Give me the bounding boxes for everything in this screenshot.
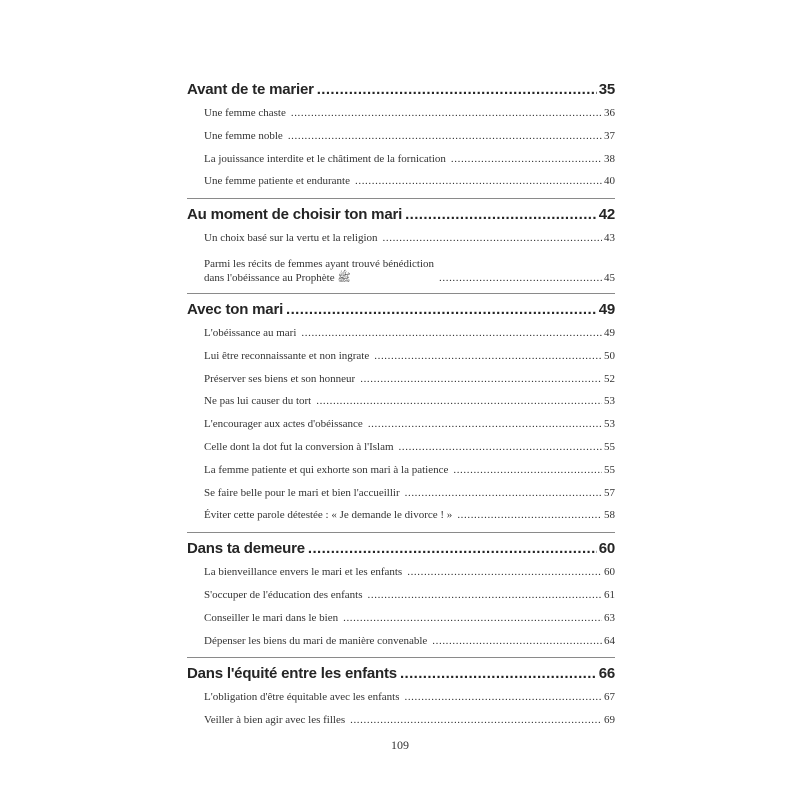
dot-leader xyxy=(383,227,602,250)
dot-leader xyxy=(404,686,602,709)
entry-page-number: 55 xyxy=(604,440,615,453)
dot-leader xyxy=(405,482,602,505)
section-title: Avant de te marier xyxy=(187,81,314,98)
entry-title: Un choix basé sur la vertu et la religion xyxy=(204,232,378,245)
section-page-number: 49 xyxy=(598,300,615,318)
toc-entry[interactable] xyxy=(204,504,615,527)
dot-leader xyxy=(405,203,597,227)
toc-section xyxy=(187,203,615,294)
toc-entry[interactable] xyxy=(204,630,615,653)
entry-title: Se faire belle pour le mari et bien l'accueillir xyxy=(204,486,400,499)
section-page-number: 42 xyxy=(598,206,615,224)
entry-page-number: 45 xyxy=(604,271,615,284)
dot-leader xyxy=(368,413,602,436)
toc-entry[interactable] xyxy=(204,322,615,345)
entry-title: Dépenser les biens du mari de manière convenable xyxy=(204,634,428,647)
entry-title-line-2: dans l'obéissance au Prophète ﷺ xyxy=(204,271,351,284)
dot-leader xyxy=(301,322,602,345)
entry-page-number: 38 xyxy=(604,152,615,165)
dot-leader xyxy=(400,662,597,686)
entry-title: Ne pas lui causer du tort xyxy=(204,395,312,408)
entry-page-number: 61 xyxy=(604,588,615,601)
toc-entry[interactable] xyxy=(204,102,615,125)
page-number: 109 xyxy=(391,738,409,752)
section-page-number: 66 xyxy=(598,665,615,683)
entry-page-number: 67 xyxy=(604,691,615,704)
entry-title: L'obligation d'être équitable avec les enfants xyxy=(204,691,400,704)
entry-title xyxy=(204,257,434,285)
toc-entry[interactable] xyxy=(204,227,615,250)
dot-leader xyxy=(407,561,602,584)
toc-entry[interactable] xyxy=(204,368,615,391)
entry-page-number: 53 xyxy=(604,418,615,431)
entry-title: Éviter cette parole détestée : « Je demande le divorce ! » xyxy=(204,509,453,522)
entry-page-number: 40 xyxy=(604,175,615,188)
toc-entry[interactable] xyxy=(204,436,615,459)
dot-leader xyxy=(355,170,602,193)
entry-title: Conseiller le mari dans le bien xyxy=(204,611,339,624)
entry-page-number: 53 xyxy=(604,395,615,408)
dot-leader xyxy=(288,125,602,148)
entry-page-number: 58 xyxy=(604,509,615,522)
toc-entry[interactable] xyxy=(204,584,615,607)
entry-title: Celle dont la dot fut la conversion à l'Islam xyxy=(204,440,394,453)
dot-leader xyxy=(317,78,597,102)
toc-entry[interactable] xyxy=(204,459,615,482)
dot-leader xyxy=(308,537,597,561)
toc-section-heading[interactable] xyxy=(187,203,615,227)
entry-title: S'occuper de l'éducation des enfants xyxy=(204,588,363,601)
entry-title: Lui être reconnaissante et non ingrate xyxy=(204,349,370,362)
toc-section xyxy=(187,537,615,658)
dot-leader xyxy=(291,102,602,125)
section-title: Dans ta demeure xyxy=(187,540,305,558)
entry-title: L'obéissance au mari xyxy=(204,326,297,339)
entry-title: La bienveillance envers le mari et les enfants xyxy=(204,566,403,579)
dot-leader xyxy=(451,148,602,171)
table-of-contents xyxy=(187,78,615,741)
toc-entry[interactable] xyxy=(204,413,615,436)
entry-page-number: 43 xyxy=(604,232,615,245)
dot-leader xyxy=(360,368,602,391)
toc-entry[interactable] xyxy=(204,170,615,193)
toc-entry[interactable] xyxy=(204,125,615,148)
entry-title: Veiller à bien agir avec les filles xyxy=(204,714,346,727)
entry-title: La jouissance interdite et le châtiment de la fornication xyxy=(204,152,446,165)
entry-page-number: 69 xyxy=(604,714,615,727)
toc-entry[interactable] xyxy=(204,345,615,368)
dot-leader xyxy=(432,630,602,653)
toc-section-heading[interactable] xyxy=(187,537,615,561)
dot-leader xyxy=(350,709,602,732)
toc-entry[interactable] xyxy=(204,686,615,709)
dot-leader xyxy=(374,345,602,368)
dot-leader xyxy=(399,436,602,459)
entry-page-number: 55 xyxy=(604,463,615,476)
toc-entry[interactable] xyxy=(204,250,615,288)
section-page-number: 60 xyxy=(598,540,615,558)
toc-section xyxy=(187,662,615,737)
entry-title: Une femme chaste xyxy=(204,107,286,119)
entry-title-line-1: Parmi les récits de femmes ayant trouvé bénédiction xyxy=(204,257,435,270)
dot-leader xyxy=(343,607,602,630)
entry-page-number: 64 xyxy=(604,634,615,647)
entry-page-number: 36 xyxy=(604,107,615,119)
entry-page-number: 60 xyxy=(604,566,615,579)
entry-page-number: 57 xyxy=(604,486,615,499)
entry-page-number: 37 xyxy=(604,129,615,142)
entry-title: Une femme patiente et endurante xyxy=(204,175,350,188)
section-page-number: 35 xyxy=(598,81,615,98)
entry-page-number: 49 xyxy=(604,326,615,339)
toc-entry[interactable] xyxy=(204,148,615,171)
dot-leader xyxy=(316,390,602,413)
entry-title: La femme patiente et qui exhorte son mari à la patience xyxy=(204,463,449,476)
toc-entry[interactable] xyxy=(204,709,615,732)
toc-section xyxy=(187,78,615,199)
toc-section-heading[interactable] xyxy=(187,298,615,322)
dot-leader xyxy=(439,271,602,285)
section-title: Au moment de choisir ton mari xyxy=(187,206,403,224)
entry-page-number: 63 xyxy=(604,611,615,624)
toc-entry[interactable] xyxy=(204,390,615,413)
toc-entry[interactable] xyxy=(204,561,615,584)
section-title: Dans l'équité entre les enfants xyxy=(187,665,397,683)
dot-leader xyxy=(457,504,602,527)
dot-leader xyxy=(286,298,597,322)
toc-section xyxy=(187,298,615,533)
entry-title: Préserver ses biens et son honneur xyxy=(204,372,356,385)
entry-page-number: 52 xyxy=(604,372,615,385)
toc-section-heading[interactable] xyxy=(187,662,615,686)
dot-leader xyxy=(368,584,602,607)
entry-title: Une femme noble xyxy=(204,129,283,142)
toc-entry[interactable] xyxy=(204,607,615,630)
entry-title: L'encourager aux actes d'obéissance xyxy=(204,418,363,431)
toc-entry[interactable] xyxy=(204,482,615,505)
dot-leader xyxy=(453,459,602,482)
toc-section-heading[interactable] xyxy=(187,78,615,102)
section-title: Avec ton mari xyxy=(187,300,284,318)
entry-page-number: 50 xyxy=(604,349,615,362)
